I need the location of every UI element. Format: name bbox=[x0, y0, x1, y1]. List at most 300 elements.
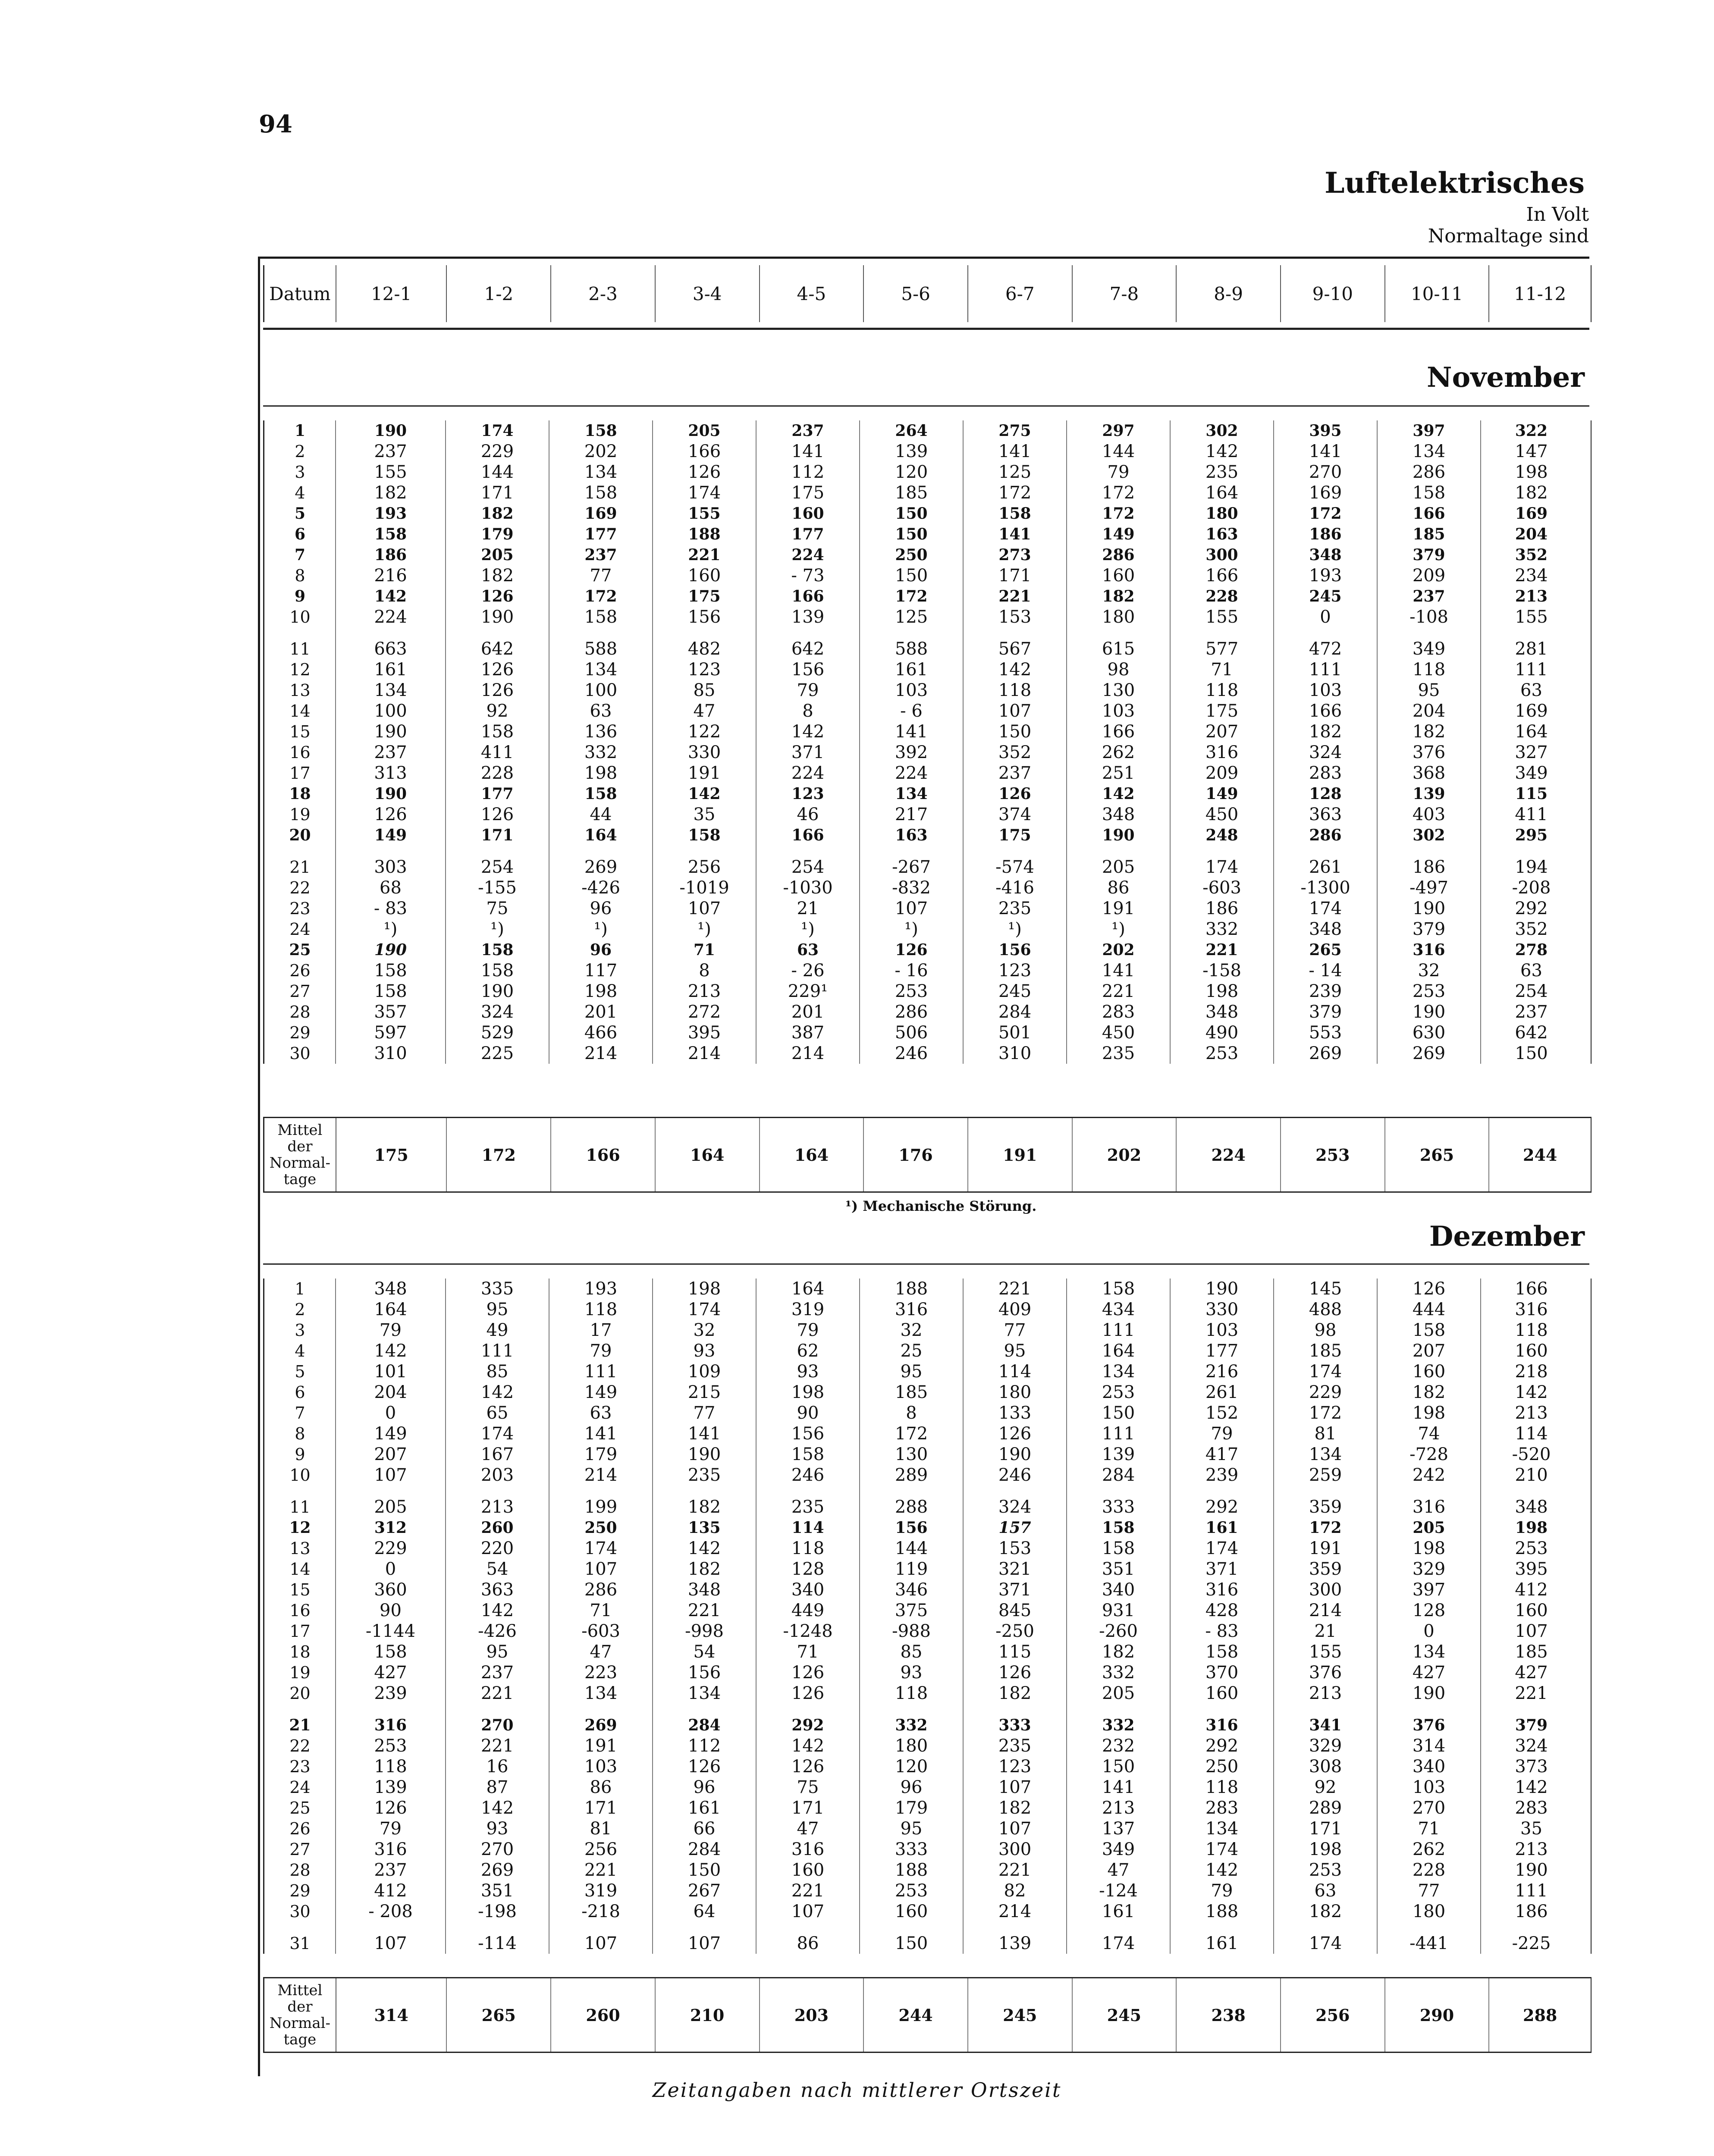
value-cell: 142 bbox=[998, 660, 1032, 680]
table-row bbox=[264, 1818, 1591, 1839]
value-cell: 251 bbox=[1102, 763, 1135, 783]
table-row bbox=[264, 960, 1591, 981]
value-cell: 261 bbox=[1205, 1382, 1239, 1402]
value-cell: 340 bbox=[791, 1580, 825, 1600]
value-cell: 166 bbox=[1309, 701, 1342, 721]
value-cell: 250 bbox=[1205, 1757, 1239, 1777]
value-cell: 107 bbox=[687, 1934, 721, 1953]
value-cell: 79 bbox=[1211, 1424, 1233, 1444]
value-cell: 250 bbox=[584, 1519, 617, 1537]
value-cell: 286 bbox=[1309, 826, 1342, 844]
value-cell: 172 bbox=[895, 587, 928, 605]
value-cell: 77 bbox=[693, 1403, 716, 1423]
value-cell: 158 bbox=[584, 422, 617, 440]
value-cell: 155 bbox=[1515, 607, 1548, 627]
november-rule bbox=[263, 405, 1589, 407]
value-cell: 163 bbox=[895, 826, 928, 844]
value-cell: 95 bbox=[486, 1300, 509, 1319]
value-cell: 262 bbox=[1102, 743, 1135, 762]
value-cell: 63 bbox=[1314, 1881, 1337, 1901]
table-row bbox=[264, 919, 1591, 940]
value-cell: 180 bbox=[998, 1382, 1032, 1402]
value-cell: 182 bbox=[998, 1798, 1032, 1818]
value-cell: 111 bbox=[1309, 660, 1342, 680]
table-row bbox=[264, 462, 1591, 483]
value-cell: 71 bbox=[693, 941, 716, 959]
date-cell: 9 bbox=[294, 587, 306, 605]
value-cell: 153 bbox=[998, 607, 1032, 627]
date-cell: 14 bbox=[289, 1560, 311, 1579]
value-cell: 90 bbox=[797, 1403, 819, 1423]
value-cell: 237 bbox=[374, 1860, 407, 1880]
value-cell: 66 bbox=[693, 1819, 716, 1839]
value-cell: 158 bbox=[480, 961, 514, 981]
value-cell: 158 bbox=[998, 505, 1031, 523]
value-cell: 214 bbox=[584, 1044, 618, 1063]
value-cell: 246 bbox=[895, 1044, 928, 1063]
value-cell: 32 bbox=[900, 1320, 923, 1340]
value-cell: 75 bbox=[486, 899, 509, 918]
value-cell: 242 bbox=[1412, 1465, 1446, 1485]
value-cell: 139 bbox=[1413, 785, 1445, 803]
table-row bbox=[264, 804, 1591, 825]
date-cell: 4 bbox=[295, 1341, 305, 1360]
value-cell: 134 bbox=[584, 462, 618, 482]
value-cell: 180 bbox=[1412, 1902, 1446, 1921]
table-row bbox=[264, 441, 1591, 462]
value-cell: 330 bbox=[687, 743, 721, 762]
value-cell: 340 bbox=[1412, 1757, 1446, 1777]
table-row bbox=[264, 483, 1591, 503]
value-cell: 190 bbox=[998, 1445, 1032, 1464]
value-cell: 158 bbox=[1102, 1519, 1135, 1537]
date-cell: 5 bbox=[295, 1362, 305, 1381]
value-cell: 482 bbox=[687, 639, 721, 659]
value-cell: 409 bbox=[998, 1300, 1032, 1319]
value-cell: 191 bbox=[1309, 1539, 1342, 1558]
value-cell: 190 bbox=[374, 941, 407, 959]
mean-label-line: Normal- bbox=[269, 2015, 331, 2032]
value-cell: 93 bbox=[486, 1819, 509, 1839]
value-cell: 190 bbox=[1102, 826, 1135, 844]
value-cell: 8 bbox=[906, 1403, 917, 1423]
table-row bbox=[264, 1600, 1591, 1621]
value-cell: 182 bbox=[1309, 1902, 1342, 1921]
header-hour-11-12: 11-12 bbox=[1514, 283, 1566, 304]
value-cell: 141 bbox=[1102, 1777, 1135, 1797]
date-cell: 27 bbox=[289, 1840, 311, 1859]
value-cell: 186 bbox=[1205, 899, 1239, 918]
value-cell: 190 bbox=[480, 981, 514, 1001]
value-cell: 96 bbox=[590, 899, 612, 918]
value-cell: - 73 bbox=[791, 566, 825, 586]
value-cell: 371 bbox=[998, 1580, 1032, 1600]
table-row bbox=[264, 1444, 1591, 1465]
value-cell: 134 bbox=[1102, 1362, 1135, 1382]
value-cell: - 6 bbox=[900, 701, 923, 721]
date-cell: 29 bbox=[289, 1881, 311, 1900]
value-cell: 174 bbox=[584, 1539, 618, 1558]
value-cell: 112 bbox=[791, 462, 825, 482]
value-cell: 126 bbox=[998, 1424, 1032, 1444]
date-cell: 29 bbox=[289, 1023, 311, 1042]
date-cell: 1 bbox=[295, 1279, 305, 1298]
value-cell: 164 bbox=[791, 1279, 825, 1299]
value-cell: 47 bbox=[797, 1819, 819, 1839]
value-cell: 161 bbox=[1102, 1902, 1135, 1921]
value-cell: 0 bbox=[385, 1559, 396, 1579]
value-cell: 209 bbox=[1205, 763, 1239, 783]
date-cell: 22 bbox=[289, 1736, 311, 1755]
value-cell: 156 bbox=[895, 1519, 928, 1537]
value-cell: 314 bbox=[1412, 1736, 1446, 1756]
table-row bbox=[264, 680, 1591, 701]
value-cell: 130 bbox=[895, 1445, 928, 1464]
table-row bbox=[264, 1382, 1591, 1403]
value-cell: 158 bbox=[1102, 1279, 1135, 1299]
value-cell: 98 bbox=[1314, 1320, 1337, 1340]
table-row bbox=[264, 1777, 1591, 1798]
value-cell: 44 bbox=[590, 805, 612, 824]
value-cell: 234 bbox=[1515, 566, 1548, 586]
value-cell: 324 bbox=[1309, 743, 1342, 762]
value-cell: 198 bbox=[791, 1382, 825, 1402]
value-cell: 0 bbox=[1320, 607, 1331, 627]
value-cell: 114 bbox=[1515, 1424, 1548, 1444]
value-cell: 214 bbox=[791, 1044, 825, 1063]
value-cell: 642 bbox=[791, 639, 825, 659]
value-cell: 103 bbox=[1205, 1320, 1239, 1340]
value-cell: 100 bbox=[374, 701, 407, 721]
table-row bbox=[264, 1621, 1591, 1642]
value-cell: 239 bbox=[374, 1683, 407, 1703]
value-cell: 190 bbox=[1412, 1683, 1446, 1703]
value-cell: 118 bbox=[584, 1300, 618, 1319]
value-cell: 348 bbox=[1205, 1002, 1239, 1022]
value-cell: 265 bbox=[1309, 941, 1342, 959]
value-cell: 174 bbox=[687, 483, 721, 503]
mean-value: 245 bbox=[1073, 1978, 1177, 2052]
value-cell: 332 bbox=[1102, 1716, 1135, 1734]
table-row bbox=[264, 1559, 1591, 1579]
table-row bbox=[264, 607, 1591, 627]
value-cell: 171 bbox=[791, 1798, 825, 1818]
value-cell: 351 bbox=[1102, 1559, 1135, 1579]
value-cell: 588 bbox=[584, 639, 618, 659]
value-cell: 182 bbox=[1309, 722, 1342, 742]
table-row bbox=[264, 1320, 1591, 1341]
value-cell: 427 bbox=[1515, 1663, 1548, 1683]
value-cell: 17 bbox=[590, 1320, 612, 1340]
value-cell: 395 bbox=[687, 1023, 721, 1043]
value-cell: 254 bbox=[791, 857, 825, 877]
value-cell: 221 bbox=[687, 1601, 721, 1620]
value-cell: 63 bbox=[1520, 680, 1542, 700]
value-cell: 112 bbox=[687, 1736, 721, 1756]
value-cell: 95 bbox=[1418, 680, 1440, 700]
value-cell: 375 bbox=[895, 1601, 928, 1620]
value-cell: 174 bbox=[687, 1300, 721, 1319]
value-cell: 411 bbox=[1515, 805, 1548, 824]
mean-value: 288 bbox=[1523, 2005, 1557, 2025]
value-cell: 144 bbox=[1102, 442, 1135, 461]
value-cell: 142 bbox=[791, 1736, 825, 1756]
value-cell: 119 bbox=[895, 1559, 928, 1579]
value-cell: ¹) bbox=[1111, 919, 1125, 939]
value-cell: 316 bbox=[374, 1839, 407, 1859]
value-cell: 169 bbox=[1515, 505, 1548, 523]
value-cell: 190 bbox=[1412, 899, 1446, 918]
value-cell: 316 bbox=[1205, 743, 1239, 762]
value-cell: 77 bbox=[1418, 1881, 1440, 1901]
value-cell: 142 bbox=[1515, 1777, 1548, 1797]
value-cell: 8 bbox=[699, 961, 710, 981]
value-cell: 224 bbox=[374, 607, 407, 627]
value-cell: 87 bbox=[486, 1777, 509, 1797]
value-cell: 324 bbox=[1515, 1736, 1548, 1756]
value-cell: 349 bbox=[1102, 1839, 1135, 1859]
value-cell: 188 bbox=[688, 525, 721, 543]
mean-value: 256 bbox=[1281, 1978, 1385, 2052]
date-cell: 27 bbox=[289, 982, 311, 1001]
value-cell: 107 bbox=[1515, 1621, 1548, 1641]
header-hour-8-9: 8-9 bbox=[1177, 265, 1281, 322]
value-cell: 68 bbox=[380, 878, 402, 898]
value-cell: 221 bbox=[1102, 981, 1135, 1001]
value-cell: 182 bbox=[1102, 587, 1135, 605]
value-cell: 160 bbox=[687, 566, 721, 586]
header-hour-1-2: 1-2 bbox=[447, 265, 551, 322]
value-cell: 269 bbox=[1412, 1044, 1446, 1063]
value-cell: 237 bbox=[1515, 1002, 1548, 1022]
value-cell: 198 bbox=[1205, 981, 1239, 1001]
value-cell: 179 bbox=[481, 525, 514, 543]
value-cell: 139 bbox=[1102, 1445, 1135, 1464]
value-cell: 35 bbox=[1520, 1819, 1542, 1839]
value-cell: 179 bbox=[895, 1798, 928, 1818]
value-cell: 202 bbox=[584, 442, 618, 461]
value-cell: 166 bbox=[1205, 566, 1239, 586]
value-cell: 235 bbox=[791, 1497, 825, 1517]
value-cell: 111 bbox=[1102, 1424, 1135, 1444]
value-cell: 103 bbox=[584, 1757, 618, 1777]
date-cell: 5 bbox=[294, 505, 306, 523]
value-cell: 158 bbox=[480, 722, 514, 742]
value-cell: 77 bbox=[1004, 1320, 1026, 1340]
table-row bbox=[264, 1642, 1591, 1662]
value-cell: 190 bbox=[374, 722, 407, 742]
value-cell: 312 bbox=[374, 1519, 407, 1537]
value-cell: 310 bbox=[374, 1044, 407, 1063]
dezember-mean-row bbox=[263, 1977, 1592, 2053]
value-cell: 167 bbox=[480, 1445, 514, 1464]
date-cell: 10 bbox=[289, 608, 311, 627]
value-cell: 223 bbox=[584, 1663, 618, 1683]
value-cell: 128 bbox=[1309, 785, 1342, 803]
value-cell: 149 bbox=[1205, 785, 1238, 803]
value-cell: 330 bbox=[1205, 1300, 1239, 1319]
value-cell: 109 bbox=[687, 1362, 721, 1382]
value-cell: 118 bbox=[998, 680, 1032, 700]
table-row bbox=[264, 1517, 1591, 1538]
value-cell: 260 bbox=[481, 1519, 514, 1537]
value-cell: 283 bbox=[1309, 763, 1342, 783]
date-cell: 16 bbox=[289, 743, 311, 762]
value-cell: 283 bbox=[1515, 1798, 1548, 1818]
value-cell: 128 bbox=[791, 1559, 825, 1579]
value-cell: 332 bbox=[895, 1716, 928, 1734]
value-cell: 259 bbox=[1309, 1465, 1342, 1485]
value-cell: 79 bbox=[1211, 1881, 1233, 1901]
value-cell: 308 bbox=[1309, 1757, 1342, 1777]
value-cell: 81 bbox=[1314, 1424, 1337, 1444]
value-cell: 185 bbox=[1309, 1341, 1342, 1361]
value-cell: 191 bbox=[687, 763, 721, 783]
value-cell: 21 bbox=[1314, 1621, 1337, 1641]
value-cell: 32 bbox=[1418, 961, 1440, 981]
value-cell: -155 bbox=[478, 878, 517, 898]
value-cell: -1144 bbox=[365, 1621, 416, 1641]
value-cell: 198 bbox=[1515, 462, 1548, 482]
table-header bbox=[263, 265, 1592, 322]
value-cell: 150 bbox=[895, 1934, 928, 1953]
table-row bbox=[264, 565, 1591, 586]
value-cell: 107 bbox=[374, 1934, 407, 1953]
header-hour-9-10: 9-10 bbox=[1281, 265, 1385, 322]
value-cell: 150 bbox=[687, 1860, 721, 1880]
value-cell: 71 bbox=[797, 1642, 819, 1662]
value-cell: 126 bbox=[895, 941, 928, 959]
value-cell: 239 bbox=[1309, 981, 1342, 1001]
header-hour-12-1: 12-1 bbox=[336, 265, 447, 322]
value-cell: 145 bbox=[1309, 1279, 1342, 1299]
value-cell: 171 bbox=[481, 826, 514, 844]
value-cell: -114 bbox=[478, 1934, 517, 1953]
value-cell: 107 bbox=[998, 701, 1032, 721]
value-cell: 313 bbox=[374, 763, 407, 783]
value-cell: 615 bbox=[1102, 639, 1135, 659]
value-cell: 269 bbox=[584, 1716, 617, 1734]
value-cell: 175 bbox=[791, 483, 825, 503]
value-cell: 357 bbox=[374, 1002, 407, 1022]
value-cell: -260 bbox=[1099, 1621, 1138, 1641]
value-cell: 169 bbox=[1515, 701, 1548, 721]
value-cell: 256 bbox=[687, 857, 721, 877]
date-cell: 21 bbox=[289, 858, 311, 877]
value-cell: 114 bbox=[998, 1362, 1032, 1382]
value-cell: 126 bbox=[374, 1798, 407, 1818]
value-cell: 169 bbox=[584, 505, 617, 523]
value-cell: 164 bbox=[374, 1300, 407, 1319]
value-cell: 588 bbox=[895, 639, 928, 659]
value-cell: 292 bbox=[1205, 1497, 1239, 1517]
value-cell: 158 bbox=[791, 1445, 825, 1464]
table-row bbox=[264, 763, 1591, 783]
value-cell: 209 bbox=[1412, 566, 1446, 586]
value-cell: 134 bbox=[584, 660, 618, 680]
value-cell: 190 bbox=[374, 785, 407, 803]
mean-label-line: der bbox=[287, 1998, 313, 2015]
date-cell: 18 bbox=[289, 1642, 311, 1661]
value-cell: 297 bbox=[1102, 422, 1135, 440]
value-cell: 253 bbox=[1102, 1382, 1135, 1402]
date-cell: 12 bbox=[289, 660, 311, 679]
value-cell: 98 bbox=[1107, 660, 1130, 680]
value-cell: 194 bbox=[1515, 857, 1548, 877]
value-cell: 79 bbox=[380, 1320, 402, 1340]
value-cell: 160 bbox=[791, 1860, 825, 1880]
value-cell: 316 bbox=[895, 1300, 928, 1319]
table-row bbox=[264, 1715, 1591, 1736]
date-cell: 30 bbox=[289, 1902, 311, 1921]
value-cell: 349 bbox=[1412, 639, 1446, 659]
value-cell: 235 bbox=[1205, 462, 1239, 482]
value-cell: 111 bbox=[1102, 1320, 1135, 1340]
value-cell: 248 bbox=[1205, 826, 1238, 844]
value-cell: 272 bbox=[687, 1002, 721, 1022]
value-cell: 103 bbox=[895, 680, 928, 700]
table-row bbox=[264, 783, 1591, 804]
value-cell: 149 bbox=[374, 1424, 407, 1444]
value-cell: 193 bbox=[584, 1279, 618, 1299]
header-datum: Datum bbox=[264, 265, 336, 322]
value-cell: 126 bbox=[791, 1683, 825, 1703]
value-cell: 171 bbox=[480, 483, 514, 503]
table-row bbox=[264, 545, 1591, 565]
mean-value: 290 bbox=[1385, 1978, 1490, 2052]
value-cell: 310 bbox=[998, 1044, 1032, 1063]
value-cell: 340 bbox=[1102, 1580, 1135, 1600]
date-cell: 1 bbox=[294, 422, 306, 440]
value-cell: 160 bbox=[1412, 1362, 1446, 1382]
value-cell: ¹) bbox=[383, 919, 398, 939]
value-cell: 186 bbox=[1515, 1902, 1548, 1921]
value-cell: 246 bbox=[998, 1465, 1032, 1485]
value-cell: 253 bbox=[1412, 981, 1446, 1001]
table-row bbox=[264, 659, 1591, 680]
value-cell: 158 bbox=[374, 981, 407, 1001]
value-cell: -416 bbox=[995, 878, 1034, 898]
mean-label-line: Normal- bbox=[269, 1154, 331, 1172]
date-cell: 31 bbox=[289, 1934, 311, 1953]
value-cell: 232 bbox=[1102, 1736, 1135, 1756]
date-cell: 21 bbox=[289, 1716, 311, 1734]
value-cell: ¹) bbox=[801, 919, 815, 939]
value-cell: 253 bbox=[1205, 1044, 1239, 1063]
value-cell: 96 bbox=[590, 941, 612, 959]
value-cell: 175 bbox=[998, 826, 1031, 844]
table-row bbox=[264, 1933, 1591, 1954]
value-cell: 123 bbox=[998, 1757, 1032, 1777]
date-cell: 6 bbox=[295, 1383, 305, 1402]
date-cell: 23 bbox=[289, 1757, 311, 1776]
value-cell: 126 bbox=[998, 785, 1031, 803]
value-cell: 126 bbox=[687, 1757, 721, 1777]
value-cell: 118 bbox=[895, 1683, 928, 1703]
value-cell: 316 bbox=[791, 1839, 825, 1859]
value-cell: 126 bbox=[998, 1663, 1032, 1683]
value-cell: 134 bbox=[374, 680, 407, 700]
value-cell: 161 bbox=[374, 660, 407, 680]
value-cell: 286 bbox=[584, 1580, 618, 1600]
value-cell: -1300 bbox=[1300, 878, 1350, 898]
value-cell: 363 bbox=[480, 1580, 514, 1600]
value-cell: 237 bbox=[584, 546, 617, 564]
value-cell: 149 bbox=[374, 826, 407, 844]
date-cell: 8 bbox=[295, 566, 305, 585]
date-cell: 20 bbox=[289, 1684, 311, 1703]
value-cell: 215 bbox=[687, 1382, 721, 1402]
